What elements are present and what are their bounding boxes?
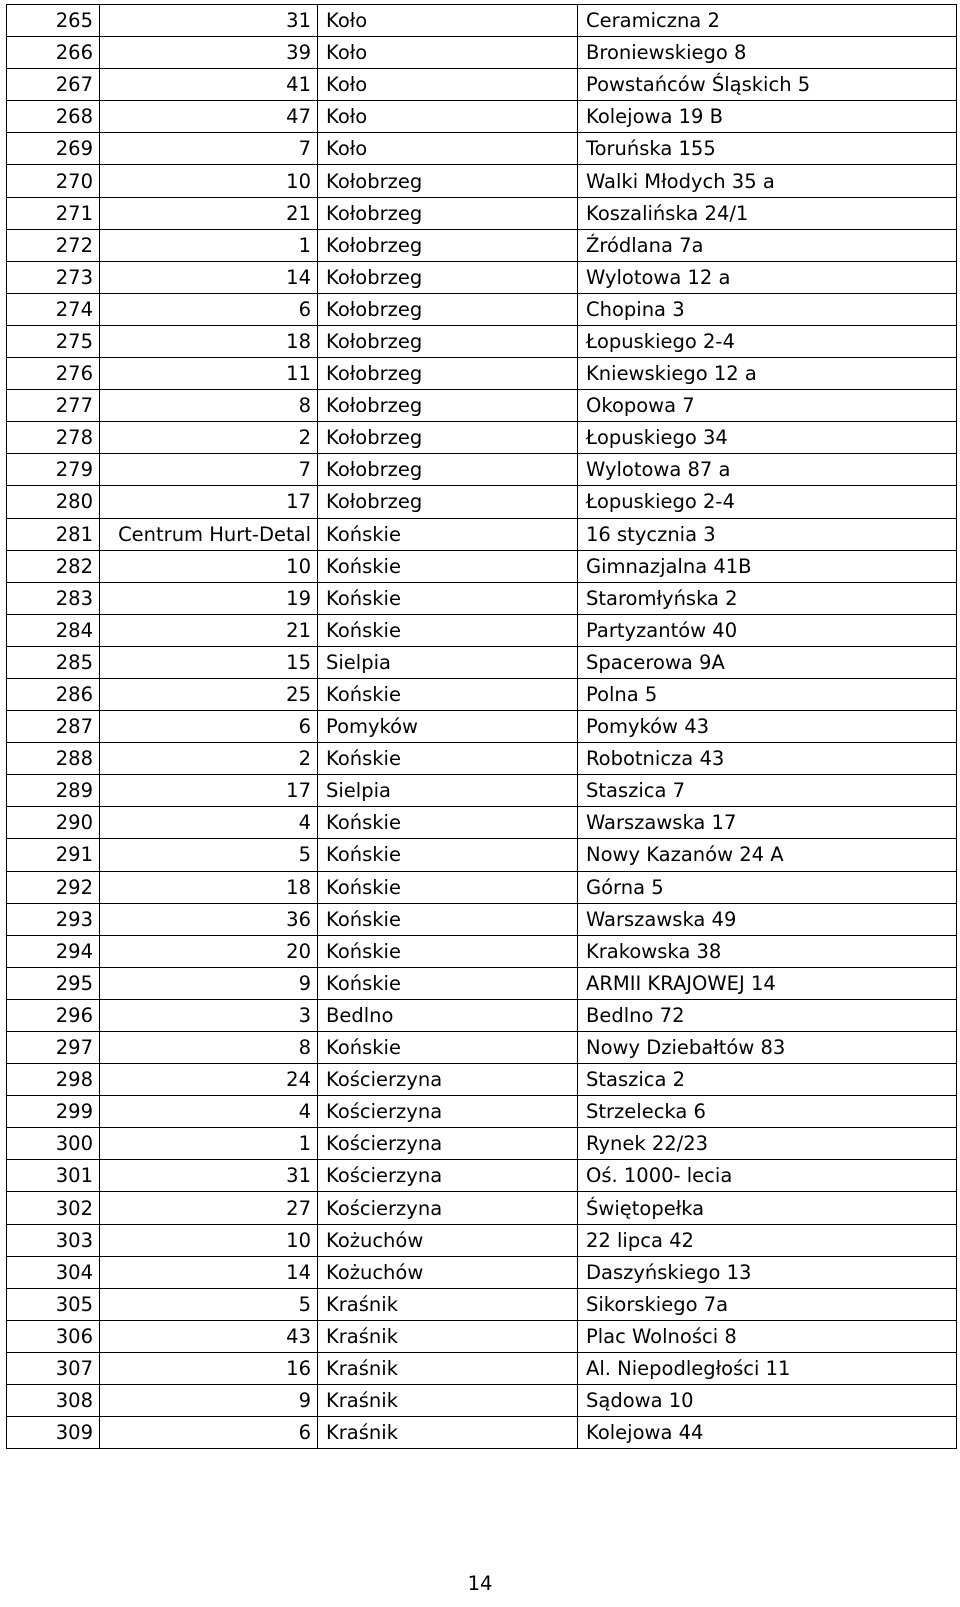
city-cell: Kościerzyna: [318, 1128, 578, 1160]
city-cell: Kożuchów: [318, 1256, 578, 1288]
shop-number-cell: 6: [100, 293, 318, 325]
city-cell: Bedlno: [318, 999, 578, 1031]
shop-number-cell: 31: [100, 5, 318, 37]
row-index-cell: 304: [7, 1256, 100, 1288]
row-index-cell: 307: [7, 1352, 100, 1384]
row-index-cell: 296: [7, 999, 100, 1031]
table-row: [7, 646, 957, 678]
city-cell: Kraśnik: [318, 1288, 578, 1320]
table-body: [7, 5, 957, 1449]
shop-number-cell: 9: [100, 1385, 318, 1417]
table-row: [7, 678, 957, 710]
table-row: [7, 614, 957, 646]
row-index-cell: 294: [7, 935, 100, 967]
address-cell: 16 stycznia 3: [578, 518, 957, 550]
shop-number-cell: 27: [100, 1192, 318, 1224]
city-cell: Kołobrzeg: [318, 261, 578, 293]
row-index-cell: 282: [7, 550, 100, 582]
table-row: [7, 871, 957, 903]
table-row: [7, 1352, 957, 1384]
city-cell: Końskie: [318, 678, 578, 710]
shop-number-cell: 11: [100, 358, 318, 390]
row-index-cell: 298: [7, 1064, 100, 1096]
table-row: [7, 101, 957, 133]
city-cell: Końskie: [318, 935, 578, 967]
city-cell: Kołobrzeg: [318, 454, 578, 486]
row-index-cell: 265: [7, 5, 100, 37]
table-row: [7, 518, 957, 550]
row-index-cell: 305: [7, 1288, 100, 1320]
address-cell: Kolejowa 44: [578, 1417, 957, 1449]
shop-number-cell: 4: [100, 1096, 318, 1128]
table-row: [7, 1192, 957, 1224]
address-cell: Gimnazjalna 41B: [578, 550, 957, 582]
table-row: [7, 582, 957, 614]
city-cell: Kołobrzeg: [318, 165, 578, 197]
address-cell: Górna 5: [578, 871, 957, 903]
shop-number-cell: 39: [100, 37, 318, 69]
row-index-cell: 300: [7, 1128, 100, 1160]
city-cell: Kościerzyna: [318, 1192, 578, 1224]
address-cell: Plac Wolności 8: [578, 1320, 957, 1352]
table-row: [7, 711, 957, 743]
city-cell: Końskie: [318, 550, 578, 582]
table-row: [7, 325, 957, 357]
address-cell: Partyzantów 40: [578, 614, 957, 646]
table-row: [7, 165, 957, 197]
city-cell: Końskie: [318, 582, 578, 614]
table-row: [7, 1064, 957, 1096]
row-index-cell: 309: [7, 1417, 100, 1449]
address-cell: Toruńska 155: [578, 133, 957, 165]
address-cell: Łopuskiego 2-4: [578, 486, 957, 518]
row-index-cell: 280: [7, 486, 100, 518]
table-row: [7, 1224, 957, 1256]
city-cell: Koło: [318, 37, 578, 69]
address-cell: Źródlana 7a: [578, 229, 957, 261]
shop-number-cell: 10: [100, 1224, 318, 1256]
row-index-cell: 267: [7, 69, 100, 101]
table-row: [7, 1256, 957, 1288]
table-row: [7, 1417, 957, 1449]
shop-number-cell: 16: [100, 1352, 318, 1384]
address-cell: Oś. 1000- lecia: [578, 1160, 957, 1192]
address-cell: Spacerowa 9A: [578, 646, 957, 678]
shop-number-cell: 5: [100, 839, 318, 871]
shop-number-cell: 6: [100, 1417, 318, 1449]
city-cell: Koło: [318, 69, 578, 101]
shop-number-cell: 36: [100, 903, 318, 935]
shop-number-cell: 14: [100, 261, 318, 293]
row-index-cell: 286: [7, 678, 100, 710]
address-cell: Kniewskiego 12 a: [578, 358, 957, 390]
shop-number-cell: 2: [100, 422, 318, 454]
row-index-cell: 271: [7, 197, 100, 229]
table-row: [7, 229, 957, 261]
address-cell: Nowy Dziebałtów 83: [578, 1032, 957, 1064]
table-row: [7, 999, 957, 1031]
shop-number-cell: 1: [100, 1128, 318, 1160]
shop-number-cell: 2: [100, 743, 318, 775]
address-cell: Walki Młodych 35 a: [578, 165, 957, 197]
city-cell: Kołobrzeg: [318, 358, 578, 390]
row-index-cell: 301: [7, 1160, 100, 1192]
row-index-cell: 287: [7, 711, 100, 743]
address-cell: Okopowa 7: [578, 390, 957, 422]
table-row: [7, 390, 957, 422]
row-index-cell: 275: [7, 325, 100, 357]
address-cell: Polna 5: [578, 678, 957, 710]
row-index-cell: 288: [7, 743, 100, 775]
city-cell: Końskie: [318, 839, 578, 871]
row-index-cell: 277: [7, 390, 100, 422]
table-row: [7, 1096, 957, 1128]
address-cell: Nowy Kazanów 24 A: [578, 839, 957, 871]
table-row: [7, 454, 957, 486]
shop-number-cell: 19: [100, 582, 318, 614]
table-row: [7, 5, 957, 37]
city-cell: Sielpia: [318, 646, 578, 678]
page-number: 14: [467, 1572, 493, 1595]
row-index-cell: 308: [7, 1385, 100, 1417]
shop-number-cell: 15: [100, 646, 318, 678]
city-cell: Kołobrzeg: [318, 422, 578, 454]
row-index-cell: 283: [7, 582, 100, 614]
table-row: [7, 197, 957, 229]
address-cell: Broniewskiego 8: [578, 37, 957, 69]
shop-number-cell: 43: [100, 1320, 318, 1352]
row-index-cell: 266: [7, 37, 100, 69]
row-index-cell: 272: [7, 229, 100, 261]
row-index-cell: 284: [7, 614, 100, 646]
city-cell: Końskie: [318, 614, 578, 646]
city-cell: Końskie: [318, 518, 578, 550]
shop-number-cell: 31: [100, 1160, 318, 1192]
city-cell: Kościerzyna: [318, 1064, 578, 1096]
city-cell: Koło: [318, 101, 578, 133]
table-row: [7, 839, 957, 871]
row-index-cell: 278: [7, 422, 100, 454]
shop-number-cell: 5: [100, 1288, 318, 1320]
city-cell: Końskie: [318, 967, 578, 999]
city-cell: Koło: [318, 5, 578, 37]
table-row: [7, 935, 957, 967]
table-row: [7, 486, 957, 518]
city-cell: Kołobrzeg: [318, 293, 578, 325]
table-row: [7, 903, 957, 935]
row-index-cell: 292: [7, 871, 100, 903]
table-row: [7, 550, 957, 582]
row-index-cell: 276: [7, 358, 100, 390]
row-index-cell: 270: [7, 165, 100, 197]
address-cell: Bedlno 72: [578, 999, 957, 1031]
table-row: [7, 743, 957, 775]
city-cell: Kraśnik: [318, 1385, 578, 1417]
address-cell: Sikorskiego 7a: [578, 1288, 957, 1320]
city-cell: Końskie: [318, 743, 578, 775]
shop-number-cell: 21: [100, 197, 318, 229]
address-cell: Powstańców Śląskich 5: [578, 69, 957, 101]
shop-number-cell: 18: [100, 325, 318, 357]
table-row: [7, 1160, 957, 1192]
shop-number-cell: 18: [100, 871, 318, 903]
address-cell: Świętopełka: [578, 1192, 957, 1224]
city-cell: Kraśnik: [318, 1320, 578, 1352]
address-cell: Sądowa 10: [578, 1385, 957, 1417]
shop-number-cell: 24: [100, 1064, 318, 1096]
table-row: [7, 261, 957, 293]
row-index-cell: 303: [7, 1224, 100, 1256]
address-cell: Staszica 2: [578, 1064, 957, 1096]
address-cell: Łopuskiego 2-4: [578, 325, 957, 357]
address-cell: 22 lipca 42: [578, 1224, 957, 1256]
shop-number-cell: 8: [100, 390, 318, 422]
address-cell: Koszalińska 24/1: [578, 197, 957, 229]
row-index-cell: 290: [7, 807, 100, 839]
table-row: [7, 358, 957, 390]
table-row: [7, 1032, 957, 1064]
shop-number-cell: 6: [100, 711, 318, 743]
address-cell: ARMII KRAJOWEJ 14: [578, 967, 957, 999]
address-cell: Wylotowa 87 a: [578, 454, 957, 486]
city-cell: Kołobrzeg: [318, 229, 578, 261]
shop-number-cell: 10: [100, 550, 318, 582]
address-cell: Rynek 22/23: [578, 1128, 957, 1160]
city-cell: Kraśnik: [318, 1352, 578, 1384]
city-cell: Końskie: [318, 1032, 578, 1064]
table-row: [7, 1128, 957, 1160]
row-index-cell: 281: [7, 518, 100, 550]
table-row: [7, 1320, 957, 1352]
city-cell: Sielpia: [318, 775, 578, 807]
shop-number-cell: 1: [100, 229, 318, 261]
shop-number-cell: 14: [100, 1256, 318, 1288]
city-cell: Kraśnik: [318, 1417, 578, 1449]
row-index-cell: 269: [7, 133, 100, 165]
address-cell: Staromłyńska 2: [578, 582, 957, 614]
city-cell: Kościerzyna: [318, 1096, 578, 1128]
table-row: [7, 775, 957, 807]
row-index-cell: 273: [7, 261, 100, 293]
table-row: [7, 1385, 957, 1417]
shop-number-cell: 4: [100, 807, 318, 839]
address-cell: Krakowska 38: [578, 935, 957, 967]
city-cell: Kościerzyna: [318, 1160, 578, 1192]
city-cell: Końskie: [318, 871, 578, 903]
address-cell: Pomyków 43: [578, 711, 957, 743]
shop-number-cell: 8: [100, 1032, 318, 1064]
row-index-cell: 297: [7, 1032, 100, 1064]
shop-number-cell: 21: [100, 614, 318, 646]
row-index-cell: 285: [7, 646, 100, 678]
shop-number-cell: 3: [100, 999, 318, 1031]
table-row: [7, 69, 957, 101]
city-cell: Kołobrzeg: [318, 325, 578, 357]
address-cell: Strzelecka 6: [578, 1096, 957, 1128]
address-cell: Ceramiczna 2: [578, 5, 957, 37]
city-cell: Kołobrzeg: [318, 390, 578, 422]
row-index-cell: 293: [7, 903, 100, 935]
shop-number-cell: 41: [100, 69, 318, 101]
address-cell: Łopuskiego 34: [578, 422, 957, 454]
table-row: [7, 967, 957, 999]
shop-number-cell: 10: [100, 165, 318, 197]
address-cell: Warszawska 17: [578, 807, 957, 839]
address-cell: Al. Niepodległości 11: [578, 1352, 957, 1384]
row-index-cell: 295: [7, 967, 100, 999]
table-row: [7, 422, 957, 454]
row-index-cell: 289: [7, 775, 100, 807]
shop-number-cell: 7: [100, 454, 318, 486]
shop-number-cell: 17: [100, 486, 318, 518]
shop-number-cell: 9: [100, 967, 318, 999]
city-cell: Koło: [318, 133, 578, 165]
city-cell: Kołobrzeg: [318, 197, 578, 229]
address-cell: Robotnicza 43: [578, 743, 957, 775]
address-cell: Wylotowa 12 a: [578, 261, 957, 293]
row-index-cell: 299: [7, 1096, 100, 1128]
shop-number-cell: 17: [100, 775, 318, 807]
shop-number-cell: 20: [100, 935, 318, 967]
row-index-cell: 302: [7, 1192, 100, 1224]
city-cell: Końskie: [318, 903, 578, 935]
city-cell: Kołobrzeg: [318, 486, 578, 518]
address-cell: Staszica 7: [578, 775, 957, 807]
row-index-cell: 268: [7, 101, 100, 133]
city-cell: Końskie: [318, 807, 578, 839]
address-cell: Kolejowa 19 B: [578, 101, 957, 133]
city-cell: Kożuchów: [318, 1224, 578, 1256]
address-cell: Warszawska 49: [578, 903, 957, 935]
address-cell: Daszyńskiego 13: [578, 1256, 957, 1288]
shop-number-cell: 7: [100, 133, 318, 165]
locations-table: [6, 4, 957, 1449]
table-row: [7, 1288, 957, 1320]
row-index-cell: 274: [7, 293, 100, 325]
address-cell: Chopina 3: [578, 293, 957, 325]
row-index-cell: 291: [7, 839, 100, 871]
shop-number-cell: Centrum Hurt-Detal: [100, 518, 318, 550]
row-index-cell: 279: [7, 454, 100, 486]
table-row: [7, 807, 957, 839]
row-index-cell: 306: [7, 1320, 100, 1352]
document-table-container: [6, 4, 956, 1449]
shop-number-cell: 47: [100, 101, 318, 133]
city-cell: Pomyków: [318, 711, 578, 743]
shop-number-cell: 25: [100, 678, 318, 710]
table-row: [7, 293, 957, 325]
table-row: [7, 133, 957, 165]
table-row: [7, 37, 957, 69]
